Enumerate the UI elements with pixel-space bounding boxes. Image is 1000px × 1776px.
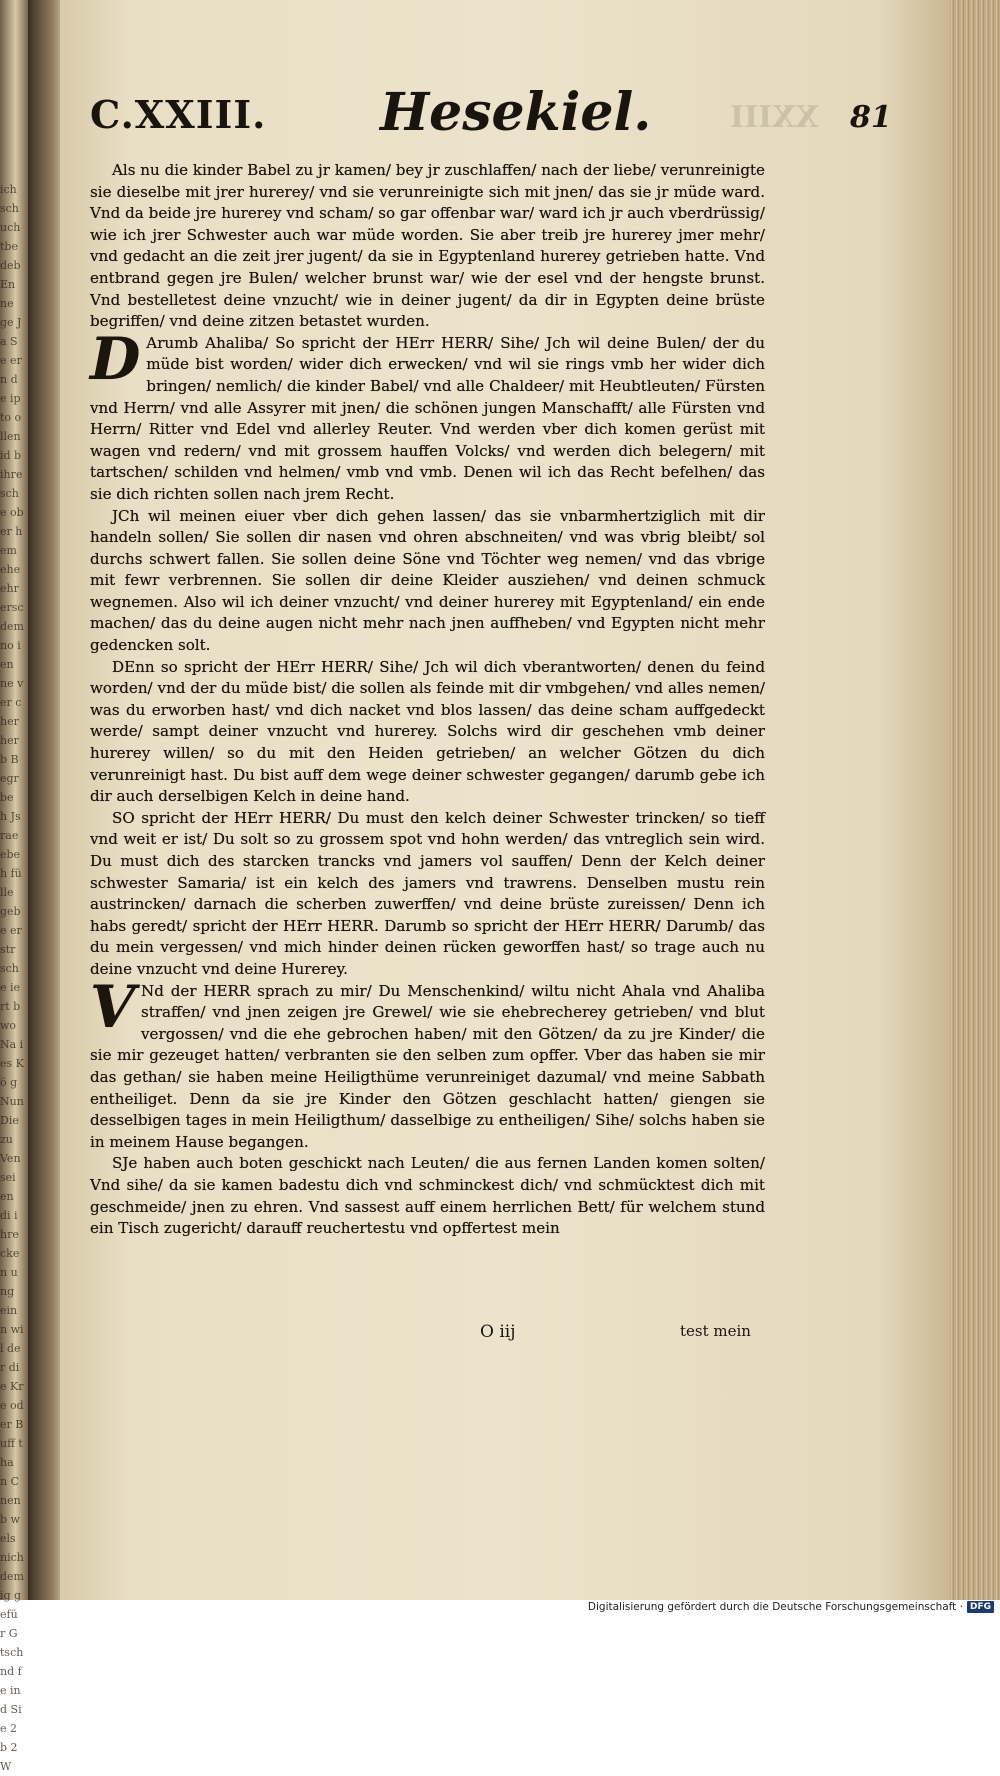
- credit-text: Digitalisierung gefördert durch die Deutsche Forschungsgemeinschaft ·: [587, 1601, 963, 1613]
- paragraph-text: JCh wil meinen eiuer vber dich gehen lassen/ das sie vnbarmhertziglich mit dir handeln sollen/ Sie sollen dir nasen vnd ohren abschneiten/ vnd was vbrig bleibt/ sol durchs schwert fallen. Sie sollen deine Söne vnd Töchter weg nemen/ vnd das vbrige mit fewr verbrennen. Sie sollen dir deine Kleider ausziehen/ vnd deinen schmuck wegnemen. Also wil ich deiner vnzucht/ vnd deiner hurerey mit Egyptenland/ ein ende machen/ das du deine augen nicht mehr nach jnen auffheben/ vnd Egypten nicht mehr gedencken solt.: [90, 506, 765, 655]
- paragraph: [90, 808, 765, 981]
- drop-capital: V: [90, 972, 136, 1041]
- paragraph: [90, 972, 765, 1154]
- body-text-block: [90, 160, 765, 1240]
- paragraph-text: DEnn so spricht der HErr HERR/ Sihe/ Jch wil dich vberantworten/ denen du feind worden/ vnd der du müde bist/ die sollen als feinde mit dir vmbgehen/ vnd alles nemen/ was du erworben hast/ vnd dich nacket vnd blos lassen/ das deine scham auffgedeckt werde/ sampt deiner vnzucht vnd hurerey. Solchs wird dir geschehen vmb deiner hurerey willen/ so du mit den Heiden getrieben/ an welcher Götzen du dich verunreinigt hast. Du bist auff dem wege deiner schwester gegangen/ darumb gebe ich dir auch derselbigen Kelch in deine hand.: [90, 657, 765, 806]
- paragraph: [90, 160, 765, 333]
- leaf-number: 81: [850, 100, 892, 135]
- paragraph-text: Arumb Ahaliba/ So spricht der HErr HERR/ Sihe/ Jch wil deine Bulen/ der du müde bist worden/ wider dich erwecken/ vnd wil sie rings vmb her wider dich bringen/ nemlich/ die kinder Babel/ vnd alle Chaldeer/ mit Heubtleuten/ Fürsten vnd Herrn/ vnd alle Assyrer mit jnen/ die schönen jungen Manschafft/ alle Fürsten vnd Herrn/ Ritter vnd Edel vnd allerley Reuter. Vnd werden vber dich komen gerüst mit wagen vnd redern/ vnd mit grossem hauffen Volcks/ vnd werden dich belegern/ mit tartschen/ schilden vnd helmen/ vmb vnd vmb. Denen wil ich das Recht befelhen/ das sie dich richten sollen nach jrem Recht.: [90, 333, 765, 503]
- paragraph: [90, 506, 765, 657]
- folio-roman-numeral: C.XXIII.: [90, 92, 267, 137]
- paragraph: [90, 1153, 765, 1239]
- dfg-logo: DFG: [967, 1601, 994, 1613]
- paragraph-text: Als nu die kinder Babel zu jr kamen/ bey jr zuschlaffen/ nach der liebe/ verunreinigte sie dieselbe mit jrer hurerey/ vnd sie verunreinigte sich mit jnen/ das sie jr müde ward. Vnd da beide jre hurerey vnd scham/ so gar offenbar war/ ward ich jr auch vberdrüssig/ wie ich jrer Schwester auch war müde worden. Sie aber treib jre hurerey jmer mehr/ vnd gedacht an die zeit jrer jugent/ da sie in Egyptenland hurerey getrieben hatte. Vnd entbrand gegen jre Bulen/ welcher brunst war/ wie der esel vnd der hengste brunst. Vnd bestelletest deine vnzucht/ wie in deiner jugent/ da dir in Egypten deine brüste begriffen/ vnd deine zitzen betastet wurden.: [90, 161, 765, 331]
- catchword: test mein: [680, 1322, 751, 1340]
- page-footer: [480, 1322, 780, 1352]
- page-header: [90, 82, 910, 162]
- paragraph-text: SO spricht der HErr HERR/ Du must den kelch deiner Schwester trincken/ so tieff vnd weit er ist/ Du solt so zu grossem spot vnd hohn werden/ das vntreglich sein wird. Du must dich des starcken trancks vnd jamers vol sauffen/ Denn der Kelch deiner schwester Samaria/ ist ein kelch des jamers vnd trawrens. Denselben mustu rein austrincken/ darnach die scherben zuwerffen/ vnd deine brüste zureissen/ Denn ich habs geredt/ spricht der HErr HERR. Darumb so spricht der HErr HERR/ Darumb/ das du mein vergessen/ vnd mich hinder deinen rücken geworffen hast/ so trage auch nu deine vnzucht vnd deine Hurerey.: [90, 808, 765, 978]
- page-edge-stack: [950, 0, 1000, 1600]
- running-title: Hesekiel.: [380, 82, 652, 143]
- paragraph-text: Nd der HERR sprach zu mir/ Du Menschenkind/ wiltu nicht Ahala vnd Ahaliba straffen/ vnd jnen zeigen jre Grewel/ wie sie ehebrecherey getrieben/ vnd blut vergossen/ vnd die ehe gebrochen haben/ mit den Götzen/ da zu jre Kinder/ die sie mir gezeuget hatten/ verbranten sie den selben zum opffer. Vber das haben sie mir das gethan/ sie haben meine Heiligthüme verunreiniget dazumal/ vnd meine Sabbath entheiliget. Denn da sie jre Kinder den Götzen geschlacht hatten/ giengen sie desselbigen tages in mein Heiligthum/ dasselbige zu entheiligen/ Sihe/ solchs haben sie in meinem Hause begangen.: [90, 981, 765, 1151]
- show-through-folio: XXIII: [730, 100, 819, 135]
- book-page: [60, 0, 950, 1600]
- facing-page-text-fragments: ich sch uch tbe deb En ne ge Ja Se ern de ipto ollen id b ihre sche ober hem ehe ehr ersc dem no ien ne ver cher herb Begr be h Jsrae ebeh fülle gebe erstr sche ie rt bwo Na ies Kö g Nun Die zu Ven sei en di ihre cken ung ein n wil der die Kre oder Buff t ha n C nenb wels nich dem ig gefü r G tsch nd fe in d Sie 2b 2W: [0, 183, 24, 1773]
- facing-page-edge: [0, 0, 28, 1773]
- digitization-credit: [588, 1601, 994, 1613]
- signature-mark: O iij: [480, 1322, 516, 1342]
- paragraph: [90, 324, 765, 506]
- drop-capital: D: [90, 324, 141, 393]
- paragraph-text: SJe haben auch boten geschickt nach Leuten/ die aus fernen Landen komen solten/ Vnd sihe/ da sie kamen badestu dich vnd schminckest dich/ vnd schmücktest dich mit geschmeide/ jnen zu ehren. Vnd sassest auff einem herrlichen Bett/ für welchem stund ein Tisch zugericht/ darauff reuchertestu vnd opffertest mein: [90, 1154, 765, 1238]
- paragraph: [90, 657, 765, 808]
